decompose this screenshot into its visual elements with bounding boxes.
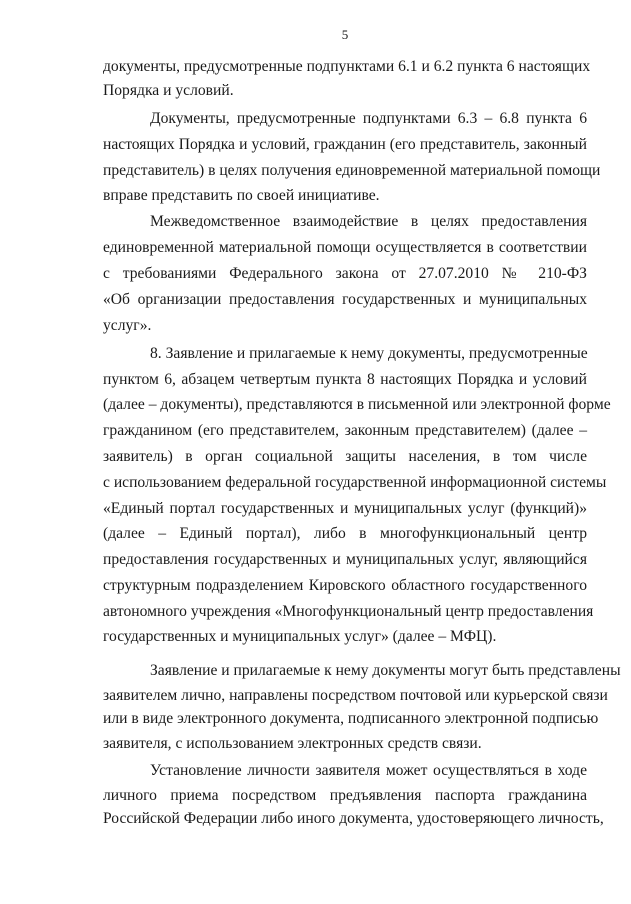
text-line: или в виде электронного документа, подписанного электронной подписью — [103, 710, 599, 727]
text-line: 8. Заявление и прилагаемые к нему документы, предусмотренные — [150, 345, 588, 362]
text-line: Порядка и условий. — [103, 82, 234, 99]
text-line: заявителем лично, направлены посредством почтовой или курьерской связи — [103, 687, 608, 704]
text-line: вправе представить по своей инициативе. — [103, 187, 380, 204]
text-line: личного приема посредством предъявления паспорта гражданина — [103, 787, 587, 804]
text-line: единовременной материальной помощи осуществляется в соответствии — [103, 239, 587, 256]
text-line: предоставления государственных и муниципальных услуг, являющийся — [103, 551, 587, 568]
page-number: 5 — [341, 27, 349, 42]
text-line: пунктом 6, абзацем четвертым пункта 8 настоящих Порядка и условий — [103, 371, 587, 388]
text-line: документы, предусмотренные подпунктами 6.1 и 6.2 пункта 6 настоящих — [103, 58, 591, 75]
text-line: заявитель) в орган социальной защиты населения, в том числе — [103, 448, 587, 465]
text-line: представитель) в целях получения единовременной материальной помощи — [103, 162, 601, 179]
text-line: (далее – документы), представляются в письменной или электронной форме — [103, 396, 611, 413]
text-line: Документы, предусмотренные подпунктами 6.3 – 6.8 пункта 6 — [150, 110, 587, 127]
text-line: автономного учреждения «Многофункциональный центр предоставления — [103, 603, 594, 620]
text-line: «Единый портал государственных и муниципальных услуг (функций)» — [103, 500, 587, 517]
text-line: структурным подразделением Кировского областного государственного — [103, 577, 587, 594]
text-line: с требованиями Федерального закона от 27.07.2010 № 210-ФЗ — [103, 265, 587, 282]
text-line: Заявление и прилагаемые к нему документы могут быть представлены — [150, 662, 621, 679]
text-line: услуг». — [103, 317, 152, 334]
text-line: Межведомственное взаимодействие в целях предоставления — [150, 213, 587, 230]
text-line: «Об организации предоставления государственных и муниципальных — [103, 291, 587, 308]
text-line: государственных и муниципальных услуг» (далее – МФЦ). — [103, 628, 497, 645]
text-line: Установление личности заявителя может осуществляться в ходе — [150, 762, 587, 779]
text-line: Российской Федерации либо иного документа, удостоверяющего личность, — [103, 810, 604, 827]
text-line: (далее – Единый портал), либо в многофункциональный центр — [103, 525, 587, 542]
text-line: заявителя, с использованием электронных средств связи. — [103, 735, 482, 752]
text-line: гражданином (его представителем, законным представителем) (далее – — [103, 422, 587, 439]
text-line: с использованием федеральной государственной информационной системы — [103, 474, 607, 491]
text-line: настоящих Порядка и условий, гражданин (его представитель, законный — [103, 136, 587, 153]
